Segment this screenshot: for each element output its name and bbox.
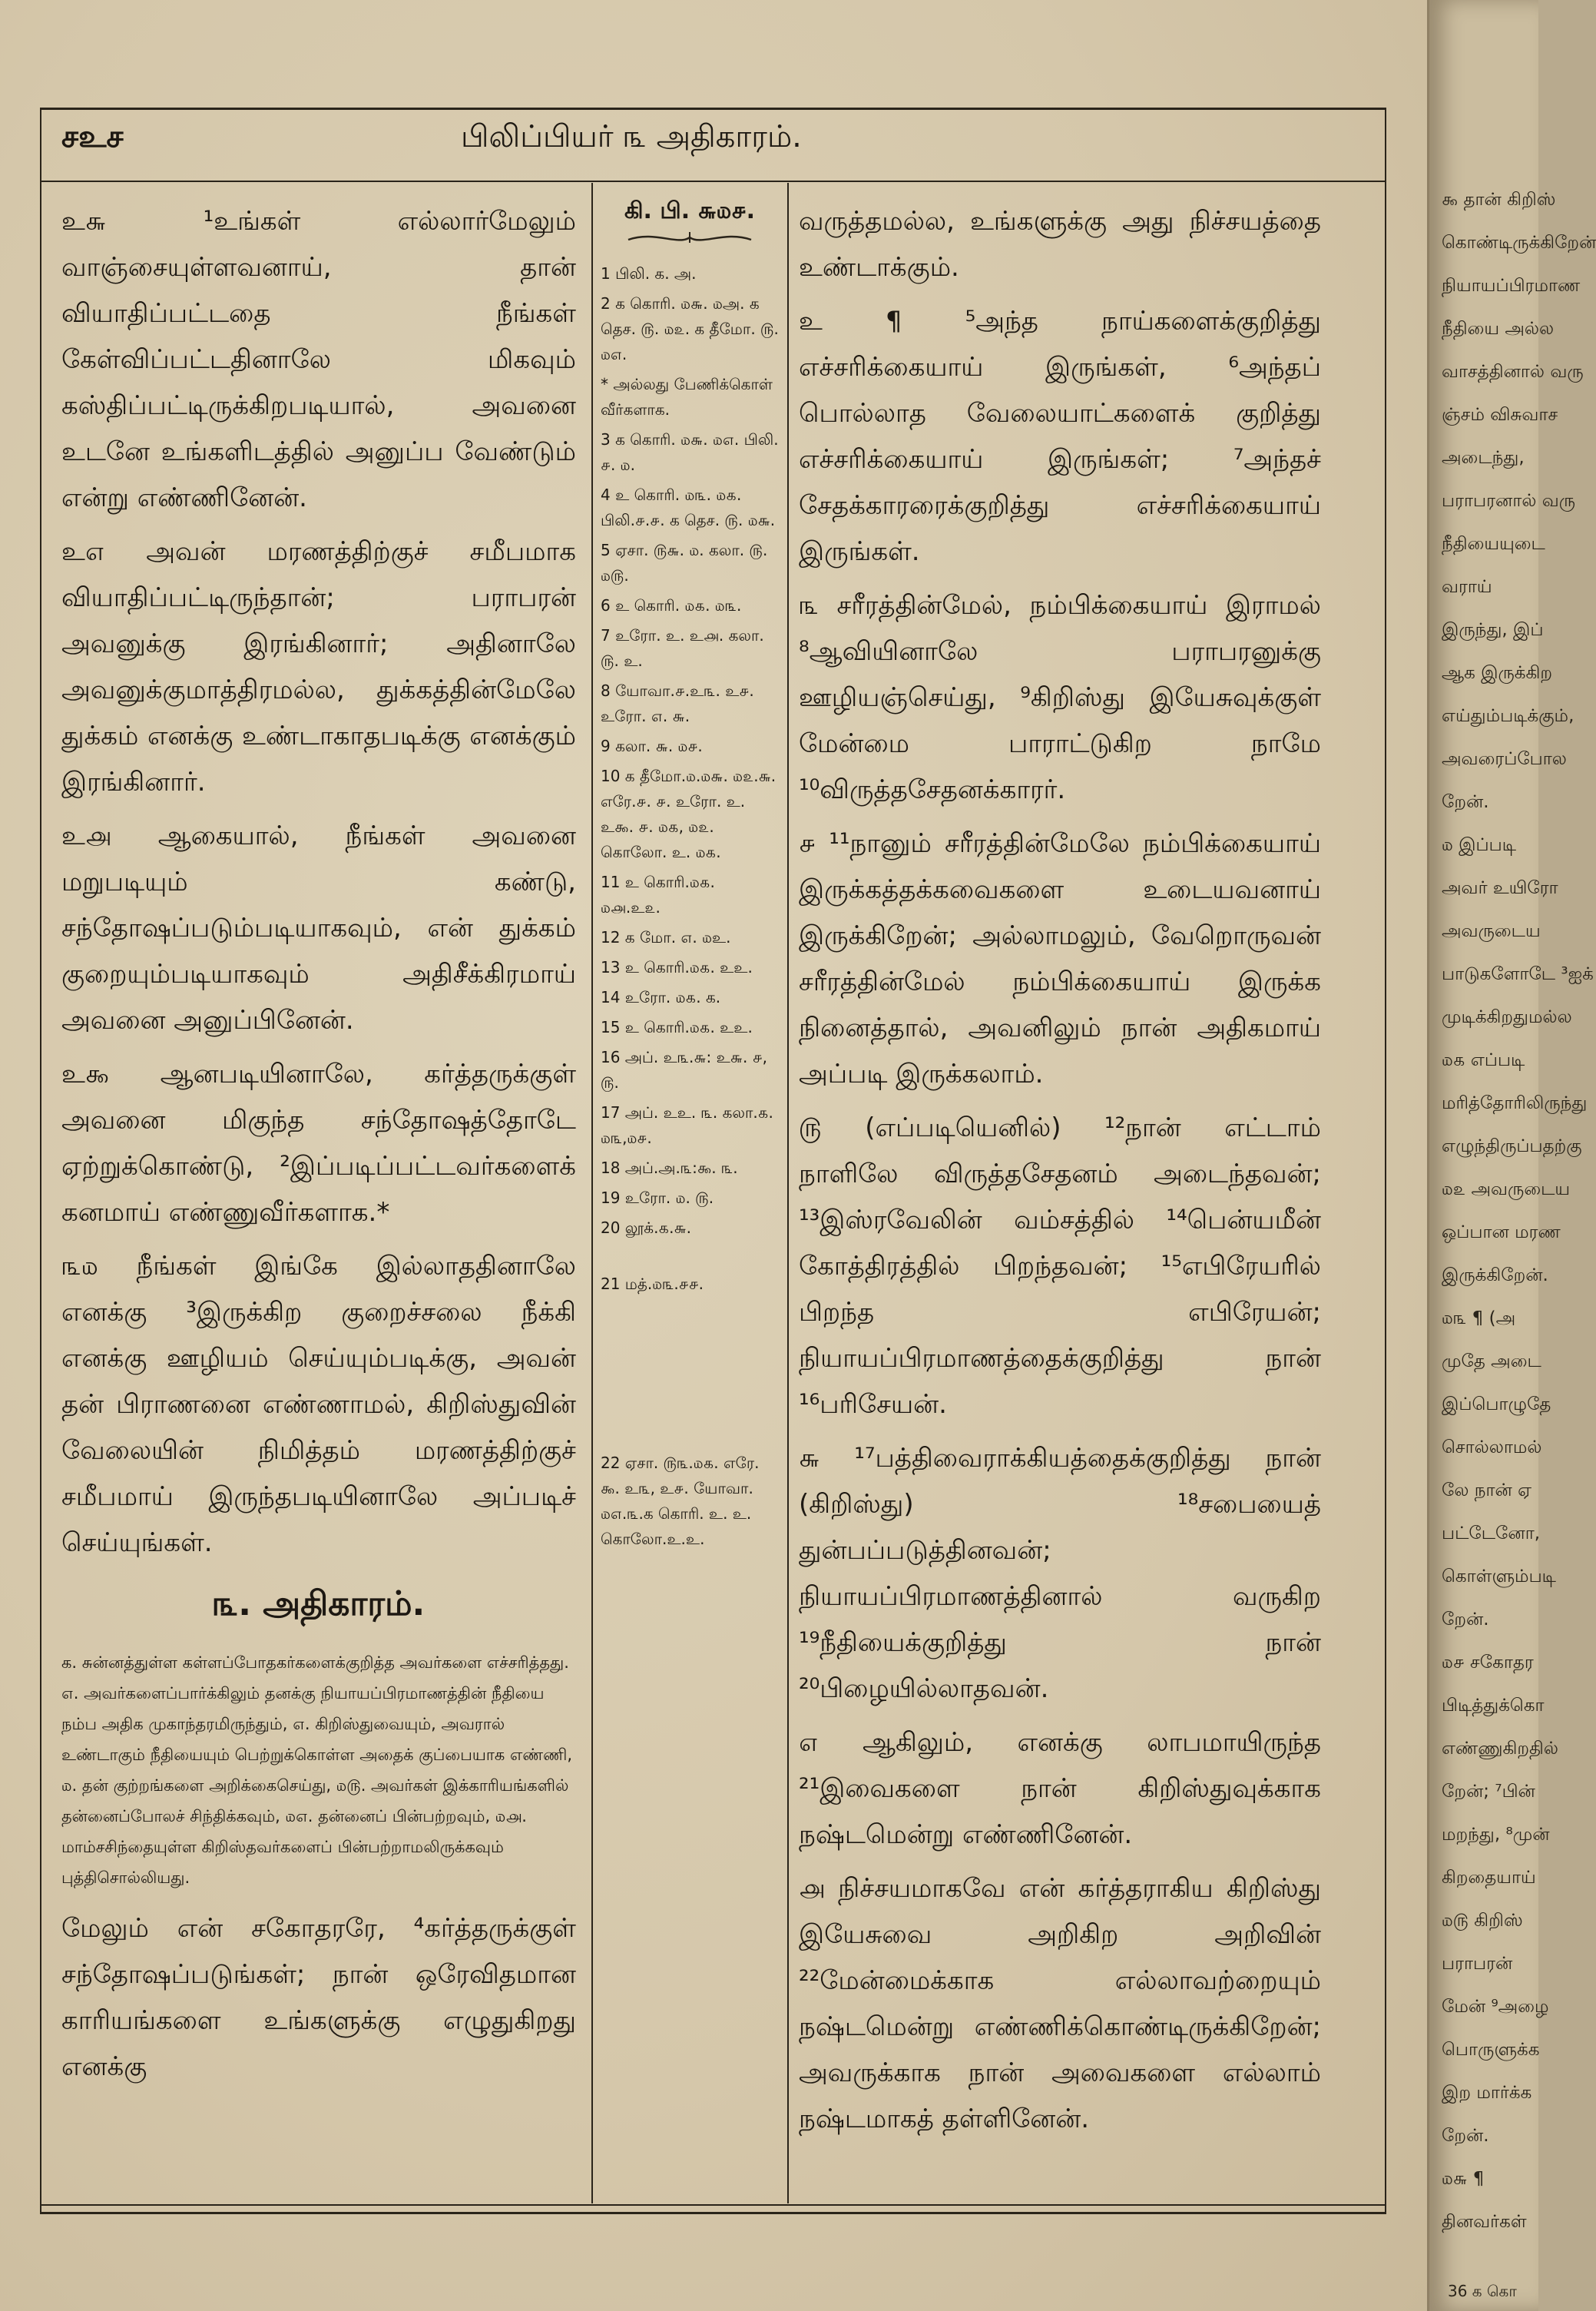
adjacent-page-line: இற மார்க்க <box>1442 2083 1532 2103</box>
page-title: பிலிப்பியர் ௩ அதிகாரம். <box>461 119 802 154</box>
verse-27: உ௭ அவன் மரணத்திற்குச் சமீபமாக வியாதிப்பட்டிருந்தான்; பராபரன் அவனுக்கு இரங்கினார்; அதினாலே அவனுக்குமாத்திரமல்ல, துக்கத்தின்மேலே துக்கம் எனக்கு உண்டாகாதபடிக்கு எனக்கும் இரங்கினார். <box>61 536 576 797</box>
adjacent-page-line: கொள்ளும்படி <box>1442 1567 1556 1587</box>
reference-column-heading: கி. பி. ௬௰௪. <box>624 197 756 224</box>
verse-8: ௮ நிச்சயமாகவே என் கர்த்தராகிய கிறிஸ்து இயேசுவை அறிகிற அறிவின் ²²மேன்மைக்காக எல்லாவற்றையும் நஷ்டமென்று எண்ணிக்கொண்டிருக்கிறேன்; அவருக்காக நான் அவைகளை எல்லாம் நஷ்டமாகத் தள்ளினேன். <box>799 1873 1321 2134</box>
adjacent-page-line: ௰௧ எப்படி <box>1442 1050 1525 1070</box>
reference-entry: 17 அப். உஉ. ௩. கலா.௧. ௰௩,௰௪. <box>601 1103 773 1147</box>
reference-entry: 22 ஏசா. ௫௩.௰௧. எரே. ௯. உ௩, உ௪. யோவா. ௰௭.௩.க கொரி. உ. உ. கொலோ.உ.உ. <box>601 1454 760 1548</box>
adjacent-page-line: கிறதையாய் <box>1442 1868 1536 1888</box>
adjacent-page-line: இருந்து, இப் <box>1442 620 1544 640</box>
reference-entry: 20 லூக்.௧.௬. <box>601 1218 692 1237</box>
adjacent-page-line: பொருளுக்க <box>1442 2040 1540 2060</box>
adjacent-page-line: எழுந்திருப்பதற்கு <box>1442 1136 1582 1156</box>
right-column <box>799 198 1321 2203</box>
verse-29: உ௯ ஆனபடியினாலே, கர்த்தருக்குள் அவனை மிகுந்த சந்தோஷத்தோடே ஏற்றுக்கொண்டு, ²இப்படிப்பட்டவர்களைக் கனமாய் எண்ணுவீர்களாக.* <box>61 1059 576 1228</box>
adjacent-page-line: ஆக இருக்கிற <box>1442 663 1553 683</box>
adjacent-page-line: பட்டேனோ, <box>1442 1524 1541 1543</box>
reference-entry: 9 கலா. ௬. ௰௪. <box>601 737 703 755</box>
reference-entry: 5 ஏசா. ௫௬. ௰. கலா. ௫. ௰௫. <box>601 541 768 585</box>
reference-entry: 21 மத்.௰௩.௪௪. <box>601 1275 704 1293</box>
adjacent-page-line: மறந்து, ⁸முன் <box>1442 1825 1550 1845</box>
adjacent-page-line: எண்ணுகிறதில் <box>1442 1739 1558 1759</box>
adjacent-page-line: பராபரன் <box>1442 1954 1513 1974</box>
column-rule-right <box>787 183 789 2203</box>
reference-entry: 4 உ கொரி. ௰௩. ௰௧. பிலி.௪.௪. க தெச. ௫. ௰௬. <box>601 486 776 529</box>
verse-2: உ ¶ ⁵அந்த நாய்களைக்குறித்து எச்சரிக்கையாய் இருங்கள், ⁶அந்தப் பொல்லாத வேலையாட்களைக் குறித்து எச்சரிக்கையாய் இருங்கள்; ⁷அந்தச் சேதக்காரரைக்குறித்து எச்சரிக்கையாய் இருங்கள். <box>799 306 1321 567</box>
reference-entry: 1 பிலி. க. அ. <box>601 264 697 283</box>
adjacent-page-line: தினவர்கள் <box>1442 2212 1527 2232</box>
adjacent-page-footer: 36 க கொ <box>1448 2282 1517 2300</box>
verse-4: ௪ ¹¹நானும் சரீரத்தின்மேலே நம்பிக்கையாய் இருக்கத்தக்கவைகளை உடையவனாய் இருக்கிறேன்; அல்லாமலும், வேறொருவன் சரீரத்தின்மேல் நம்பிக்கையாய் இருக்க நினைத்தால், அவனிலும் நான் அதிகமாய் அப்படி இருக்கலாம். <box>799 828 1321 1089</box>
adjacent-page-line: ௰௩ ¶ (அ <box>1442 1308 1516 1328</box>
reference-entry: 13 உ கொரி.௰௧. உஉ. <box>601 958 753 976</box>
verse-28: உ௮ ஆகையால், நீங்கள் அவனை மறுபடியும் கண்டு, சந்தோஷப்படும்படியாகவும், என் துக்கம் குறையும்படியாகவும் அதிசீக்கிரமாய் அவனை அனுப்பினேன். <box>61 821 576 1036</box>
chapter-summary: க. சுன்னத்துள்ள கள்ளப்போதகர்களைக்குறித்த அவர்களை எச்சரித்தது. ௭. அவர்களைப்பார்க்கிலும் தனக்கு நியாயப்பிரமாணத்தின் நீதியை நம்ப அதிக முகாந்தரமிருந்தும், ௭. கிறிஸ்துவையும், அவரால் உண்டாகும் நீதியையும் பெற்றுக்கொள்ள அதைக் குப்பையாக எண்ணி, ௰. தன் குற்றங்களை அறிக்கைசெய்து, ௰௫. அவர்கள் இக்காரியங்களில் தன்னைப்போலச் சிந்திக்கவும், ௰௭. தன்னைப் பின்பற்றவும், ௰௮. மாம்சசிந்தையுள்ள கிறிஸ்தவர்களைப் பின்பற்றாமலிருக்கவும் புத்திசொல்லியது. <box>61 1653 573 1887</box>
verse-1-cont: வருத்தமல்ல, உங்களுக்கு அது நிச்சயத்தை உண்டாக்கும். <box>799 206 1321 283</box>
flourish-ornament <box>601 228 779 254</box>
adjacent-page-line: நீதியையுடை <box>1442 534 1545 554</box>
reference-entry: 11 உ கொரி.௰௧. ௰௮.உ௨. <box>601 873 715 917</box>
adjacent-page-line: இப்பொழுதே <box>1442 1394 1551 1414</box>
adjacent-page-line: அவரைப்போல <box>1442 749 1567 769</box>
reference-entry: 18 அப்.அ.௩:௯. ௩. <box>601 1159 738 1177</box>
adjacent-page-line: ௰௨ அவருடைய <box>1442 1179 1571 1199</box>
adjacent-page-line: சொல்லாமல் <box>1442 1437 1542 1457</box>
adjacent-page-text <box>1429 0 1596 2243</box>
adjacent-page-line: நியாயப்பிரமாண <box>1442 276 1581 296</box>
adjacent-page-line: வாசத்தினால் வரு <box>1442 362 1584 382</box>
reference-entry: 10 க தீமோ.௰.௰௬. ௰௨.௬. எரே.௪. ௪. உரோ. உ. உ௯. ௪. ௰௧, ௰௨. கொலோ. உ. ௰௧. <box>601 767 776 861</box>
adjacent-page-line: றேன்; ⁷பின் <box>1442 1782 1535 1802</box>
adjacent-page-line: இருக்கிறேன். <box>1442 1265 1548 1285</box>
adjacent-page-line: றேன். <box>1442 2126 1489 2146</box>
adjacent-page-line: ஒப்பான மரண <box>1442 1222 1561 1242</box>
reference-column <box>601 198 779 2203</box>
verse-1: மேலும் என் சகோதரரே, ⁴கர்த்தருக்குள் சந்தோஷப்படுங்கள்; நான் ஒரேவிதமான காரியங்களை உங்களுக்கு எழுதுகிறது எனக்கு <box>61 1913 576 2082</box>
verse-6: ௬ ¹⁷பத்திவைராக்கியத்தைக்குறித்து நான் (கிறிஸ்து) ¹⁸சபையைத் துன்பப்படுத்தினவன்; நியாயப்பிரமாணத்தினால் வருகிற ¹⁹நீதியைக்குறித்து நான் ²⁰பிழையில்லாதவன். <box>799 1443 1321 1704</box>
adjacent-page-line: பராபரனால் வரு <box>1442 491 1576 511</box>
reference-entry: 3 க கொரி. ௰௬. ௰௭. பிலி. ௪. ௰. <box>601 430 779 474</box>
adjacent-page-line: முதே அடை <box>1442 1351 1541 1371</box>
adjacent-page-line: றேன். <box>1442 1610 1489 1630</box>
page-number: சஉச <box>61 119 124 154</box>
adjacent-page-line: வராய் <box>1442 577 1492 597</box>
reference-entry: 14 உரோ. ௰௧. க. <box>601 988 721 1006</box>
adjacent-page-line: ஞ்சம் விசுவாச <box>1442 405 1558 425</box>
adjacent-page-line: அவர் உயிரோ <box>1442 878 1558 898</box>
verse-5: ௫ (எப்படியெனில்) ¹²நான் எட்டாம் நாளிலே விருத்தசேதனம் அடைந்தவன்; ¹³இஸ்ரவேலின் வம்சத்தில் ¹⁴பென்யமீன் கோத்திரத்தில் பிறந்தவன்; ¹⁵எபிரேயரில் பிறந்த எபிரேயன்; நியாயப்பிரமாணத்தைக்குறித்து நான் ¹⁶பரிசேயன். <box>799 1112 1321 1420</box>
reference-entry: 16 அப். உ௩.௬: உ௬. ௪, ௫. <box>601 1048 768 1092</box>
reference-entry: 12 க மோ. ௭. ௰உ. <box>601 928 731 947</box>
reference-entry: 8 யோவா.௪.உ௩. உ௪. உரோ. ௭. ௬. <box>601 681 754 725</box>
adjacent-page-line: மரித்தோரிலிருந்து <box>1442 1093 1588 1113</box>
verse-7: ௭ ஆகிலும், எனக்கு லாபமாயிருந்த ²¹இவைகளை நான் கிறிஸ்துவுக்காக நஷ்டமென்று எண்ணினேன். <box>799 1727 1321 1850</box>
reference-entry: 6 உ கொரி. ௰௧. ௰௩. <box>601 596 742 615</box>
adjacent-page-line: அவருடைய <box>1442 921 1541 941</box>
adjacent-page-line: அடைந்து, <box>1442 448 1525 468</box>
verse-3: ௩ சரீரத்தின்மேல், நம்பிக்கையாய் இராமல் ⁸ஆவியினாலே பராபரனுக்கு ஊழியஞ்செய்து, ⁹கிறிஸ்து இயேசுவுக்குள் மேன்மை பாராட்டுகிற நாமே ¹⁰விருத்தசேதனக்காரர். <box>799 590 1321 805</box>
adjacent-page-line: பாடுகளோடே ³ஐக் <box>1442 964 1594 984</box>
chapter-heading: ௩. அதிகாரம். <box>212 1584 425 1623</box>
adjacent-page-line: மேன் ⁹அழை <box>1442 1997 1549 2017</box>
adjacent-page-line: கொண்டிருக்கிறேன் <box>1442 233 1596 253</box>
flourish-icon <box>624 229 755 246</box>
adjacent-page <box>1427 0 1596 2311</box>
adjacent-page-line: லே நான் ஏ <box>1442 1480 1532 1500</box>
reference-entry: 15 உ கொரி.௰௧. உஉ. <box>601 1018 753 1036</box>
adjacent-page-line: நீதியை அல்ல <box>1442 319 1555 339</box>
adjacent-page-line: ௰௬ ¶ <box>1442 2169 1485 2189</box>
reference-entry: 19 உரோ. ௰. ௫. <box>601 1189 714 1207</box>
adjacent-page-line: ௰௪ சகோதர <box>1442 1653 1534 1673</box>
reference-entry: 7 உரோ. உ. உ௮. கலா. ௫. உ. <box>601 626 764 670</box>
adjacent-page-line: ௰ இப்படி <box>1442 835 1517 855</box>
left-column <box>61 198 576 2203</box>
adjacent-page-line: பிடித்துக்கொ <box>1442 1696 1545 1716</box>
adjacent-page-line: றேன். <box>1442 792 1489 812</box>
verse-30: ௩௰ நீங்கள் இங்கே இல்லாததினாலே எனக்கு ³இருக்கிற குறைச்சலை நீக்கி எனக்கு ஊழியம் செய்யும்படிக்கு, அவன் தன் பிராணனை எண்ணாமல், கிறிஸ்துவின் வேலையின் நிமித்தம் மரணத்திற்குச் சமீபமாய் இருந்தபடியினாலே அப்படிச் செய்யுங்கள். <box>61 1251 576 1558</box>
adjacent-page-line: ௯ தான் கிறிஸ் <box>1442 190 1556 210</box>
adjacent-page-line: எய்தும்படிக்கும், <box>1442 706 1574 726</box>
column-rule-left <box>591 183 593 2203</box>
reference-list <box>601 261 779 1552</box>
reference-entry: 2 க கொரி. ௰௬. ௰அ. க தெச. ௫. ௰௨. க தீமோ. ௫. ௰௭. <box>601 294 779 363</box>
adjacent-page-line: ௰௫ கிறிஸ் <box>1442 1911 1523 1931</box>
reference-entry: * அல்லது பேணிக்கொள் வீர்களாக. <box>601 375 773 419</box>
adjacent-page-line: முடிக்கிறதுமல்ல <box>1442 1007 1572 1027</box>
verse-26: உ௬ ¹உங்கள் எல்லார்மேலும் வாஞ்சையுள்ளவனாய், தான் வியாதிப்பட்டதை நீங்கள் கேள்விப்பட்டதினாலே மிகவும் கஸ்திப்பட்டிருக்கிறபடியால், அவனை உடனே உங்களிடத்தில் அனுப்ப வேண்டும் என்று எண்ணினேன். <box>61 206 576 513</box>
